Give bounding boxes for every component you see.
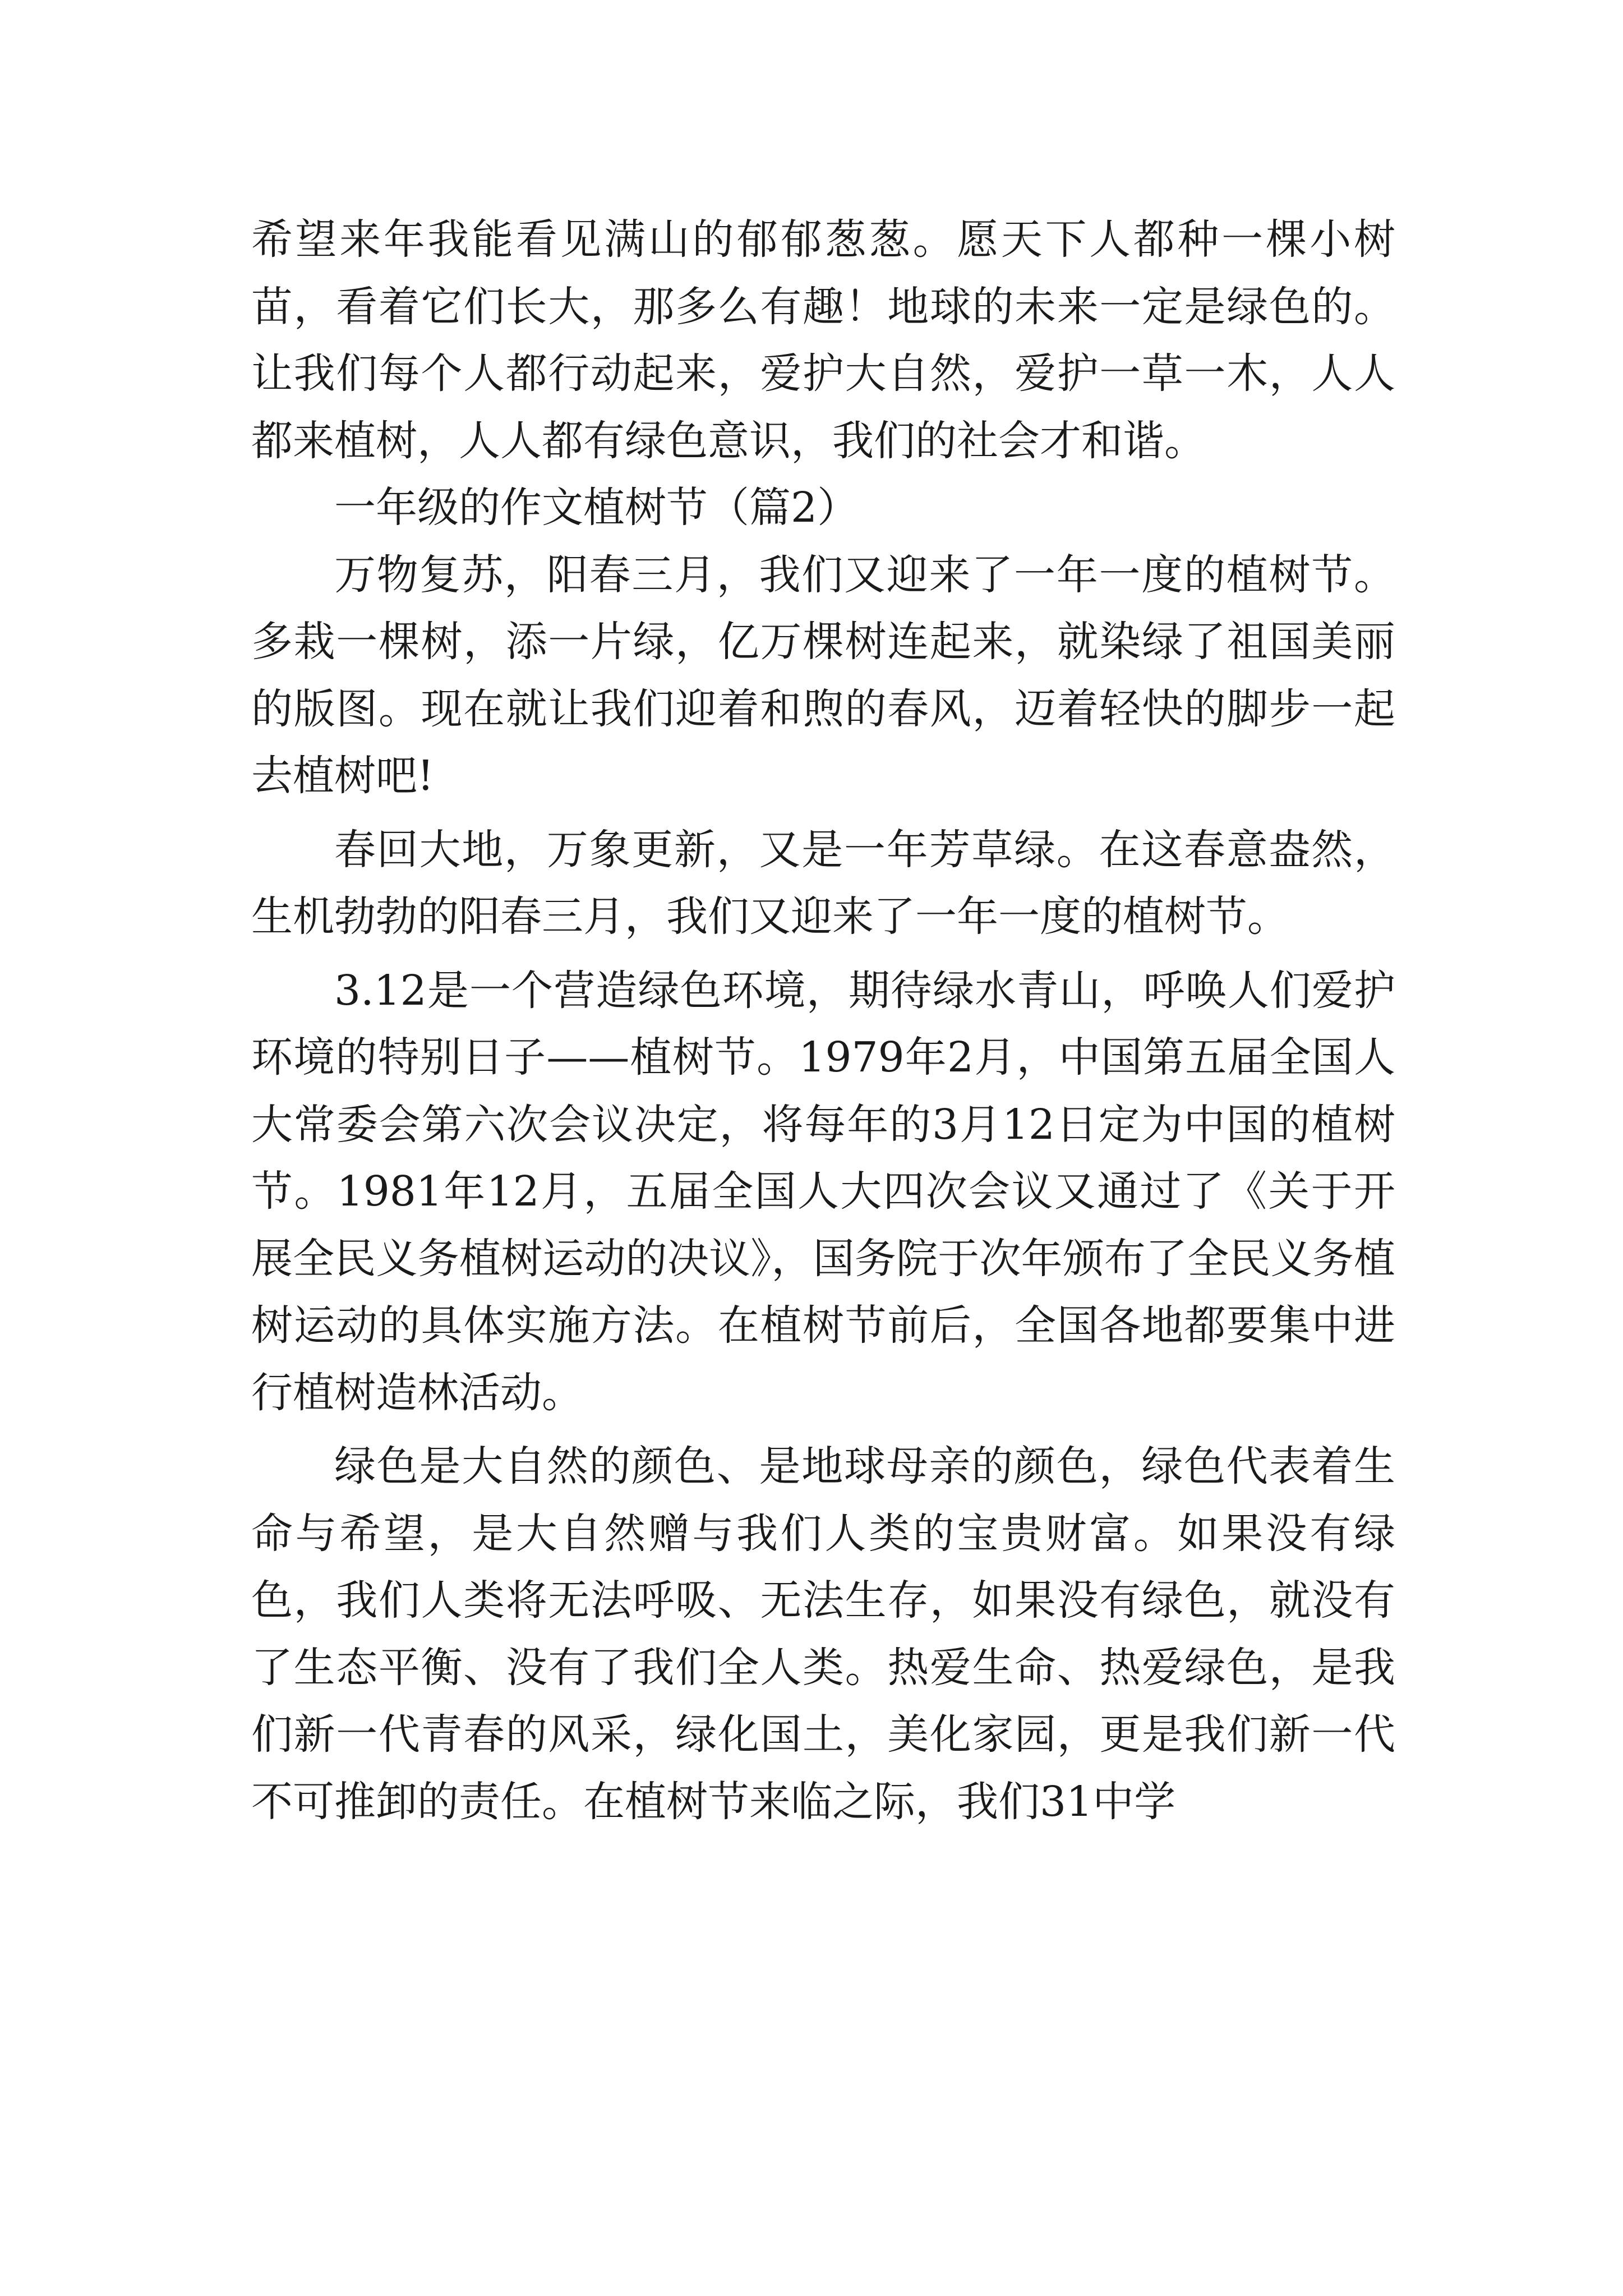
document-body (251, 206, 1395, 1835)
paragraph: 绿色是大自然的颜色、是地球母亲的颜色，绿色代表着生命与希望，是大自然赠与我们人类的宝贵财富。如果没有绿色，我们人类将无法呼吸、无法生存，如果没有绿色，就没有了生态平衡、没有了我们全人类。热爱生命、热爱绿色，是我们新一代青春的风采，绿化国土，美化家园，更是我们新一代不可推卸的责任。在植树节来临之际，我们31中学 (251, 1442, 1395, 1826)
paragraph: 万物复苏，阳春三月，我们又迎来了一年一度的植树节。多栽一棵树，添一片绿，亿万棵树连起来，就染绿了祖国美丽的版图。现在就让我们迎着和煦的春风，迈着轻快的脚步一起去植树吧! (251, 550, 1395, 800)
paragraph: 春回大地，万象更新，又是一年芳草绿。在这春意盎然，生机勃勃的阳春三月，我们又迎来了一年一度的植树节。 (251, 825, 1395, 941)
paragraph-continuation: 希望来年我能看见满山的郁郁葱葱。愿天下人都种一棵小树苗，看着它们长大，那多么有趣！地球的未来一定是绿色的。让我们每个人都行动起来，爱护大自然，爱护一草一木，人人都来植树，人人都有绿色意识，我们的社会才和谐。 (251, 215, 1395, 465)
section-heading: 一年级的作文植树节（篇2） (334, 484, 859, 532)
paragraph: 3.12是一个营造绿色环境，期待绿水青山，呼唤人们爱护环境的特别日子——植树节。1979年2月，中国第五届全国人大常委会第六次会议决定，将每年的3月12日定为中国的植树节。1981年12月，五届全国人大四次会议又通过了《关于开展全民义务植树运动的决议》，国务院于次年颁布了全民义务植树运动的具体实施方法。在植树节前后，全国各地都要集中进行植树造林活动。 (251, 966, 1395, 1417)
